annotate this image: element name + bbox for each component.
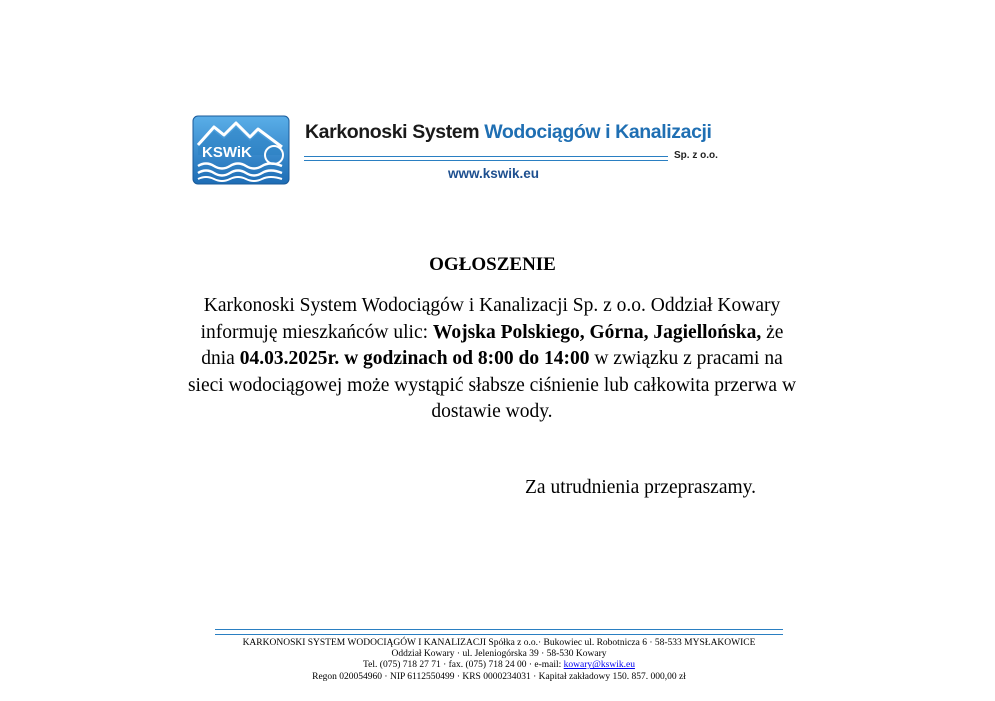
notice-ending: w związku z pracami na sieci wodociągowej może wystąpić słabsze ciśnienie lub całkowita przerwa w dostawie wody. [187,348,797,422]
letterhead [192,115,722,190]
footer-email-link[interactable]: kowary@kswik.eu [563,660,635,671]
header-divider [304,156,668,161]
company-name-blue: Wodociągów i Kanalizacji [484,121,712,143]
kswik-logo [192,115,290,185]
company-name [305,121,712,144]
notice-body [182,293,802,426]
footer-divider [215,629,783,635]
footer-line-2: Oddział Kowary · ul. Jeleniogórska 39 · 58-530 Kowary [391,649,607,660]
website-link[interactable]: www.kswik.eu [448,166,540,181]
notice-date-time: 04.03.2025r. w godzinach od 8:00 do 14:00 [239,348,590,369]
company-name-dark: Karkonoski System [305,121,480,143]
company-suffix: Sp. z o.o. [674,150,718,161]
notice-intro: Karkonoski System Wodociągów i Kanalizacji Sp. z o.o. Oddział Kowary informuję mieszkańców ulic: [200,295,781,343]
footer-line-1: KARKONOSKI SYSTEM WODOCIĄGÓW I KANALIZACJI Spółka z o.o.· Bukowiec ul. Robotnicza 6 · 58-533 MYSŁAKOWICE [242,638,756,648]
footer-line-3 [150,660,848,671]
footer [150,638,848,683]
notice-mid: że dnia [201,321,784,369]
notice-streets: Wojska Polskiego, Górna, Jagiellońska, [432,321,762,343]
logo-text: KSWiK [202,144,252,161]
footer-line-4: Regon 020054960 · NIP 6112550499 · KRS 0000234031 · Kapitał zakładowy 150. 857. 000,00 zł [312,671,686,682]
footer-contact: Tel. (075) 718 27 71 · fax. (075) 718 24 00 · e-mail: [363,660,564,671]
apology-text: Za utrudnienia przepraszamy. [525,477,757,498]
notice-title: OGŁOSZENIE [429,254,556,275]
